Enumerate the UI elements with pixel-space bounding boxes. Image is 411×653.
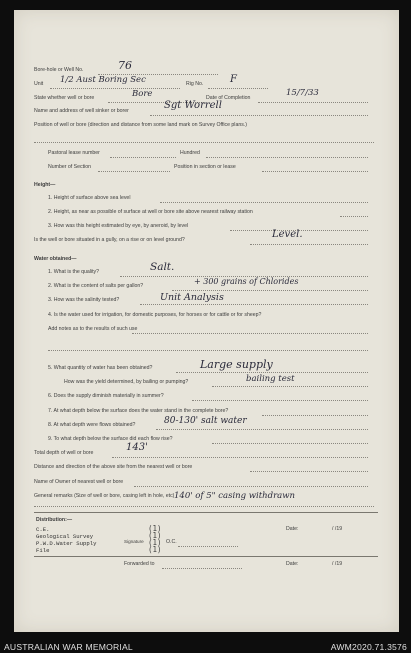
bore-record-form xyxy=(14,10,399,632)
gully-value: Level. xyxy=(272,229,303,240)
height-q3: 3. How was this height estimated by eye, by aneroid, by level xyxy=(48,223,189,229)
water-q4-line xyxy=(132,333,368,334)
position-line-1 xyxy=(34,142,374,143)
water-q4-line-2 xyxy=(48,350,368,351)
bore-no-value: 76 xyxy=(118,59,132,72)
distance-label: Distance and direction of the above site from the nearest well or bore xyxy=(34,464,193,470)
distribution-mid-rule xyxy=(34,556,378,557)
date-value-1: / /19 xyxy=(332,526,343,532)
water-q5: 5. What quantity of water has been obtained? xyxy=(48,365,153,371)
distribution-count-2: (1) xyxy=(148,531,162,540)
owner-line xyxy=(134,486,368,487)
total-depth-value: 143' xyxy=(126,442,148,453)
gully-line xyxy=(250,244,368,245)
distribution-top-rule xyxy=(34,512,378,513)
water-q4: 4. Is the water used for irrigation, for domestic purposes, for horses or for cattle or for sheep? xyxy=(48,312,262,318)
hundred-line xyxy=(206,157,368,158)
water-q5b-line xyxy=(212,386,368,387)
water-q2-value: + 300 grains of Chlorides xyxy=(194,277,299,286)
date-value-2: / /19 xyxy=(332,561,343,567)
forwarded-line xyxy=(162,568,242,569)
sinker-value: Sgt Worrell xyxy=(164,100,222,111)
water-q5-line xyxy=(176,372,368,373)
water-q6: 6. Does the supply diminish materially in summer? xyxy=(48,393,164,399)
rig-no-label: Rig No. xyxy=(186,81,204,87)
height-q1-line xyxy=(160,202,368,203)
state-value: Bore xyxy=(132,89,153,99)
sinker-label: Name and address of well sinker or borer xyxy=(34,108,129,114)
position-in-section-label: Position in section or lease xyxy=(174,164,236,170)
distribution-heading: Distribution:— xyxy=(36,517,73,523)
remarks-line xyxy=(34,506,374,507)
section-label: Number of Section xyxy=(48,164,91,170)
water-heading: Water obtained— xyxy=(34,256,77,262)
date-label-2: Date: xyxy=(286,561,299,567)
water-q8: 8. At what depth were flows obtained? xyxy=(48,422,136,428)
oc-label: O.C. xyxy=(166,539,177,545)
pastoral-label: Pastoral lease number xyxy=(48,150,100,156)
water-q9-line xyxy=(212,443,368,444)
water-q4-note: Add notes as to the results of such use xyxy=(48,326,138,332)
total-depth-line xyxy=(112,457,368,458)
total-depth-label: Total depth of well or bore xyxy=(34,450,94,456)
rig-no-line xyxy=(208,88,268,89)
distribution-count-4: (1) xyxy=(148,545,162,554)
signature-label: Signature xyxy=(124,539,144,544)
owner-label: Name of Owner of nearest well or bore xyxy=(34,479,124,485)
water-q9: 9. To what depth below the surface did each flow rise? xyxy=(48,436,173,442)
signature-line xyxy=(178,546,238,547)
completion-value: 15/7/33 xyxy=(286,88,319,98)
unit-value: 1/2 Aust Boring Sec xyxy=(60,75,146,85)
footer-institution: AUSTRALIAN WAR MEMORIAL xyxy=(4,642,133,652)
water-q3: 3. How was the salinity tested? xyxy=(48,297,120,303)
section-line xyxy=(98,171,170,172)
water-q1-value: Salt. xyxy=(150,261,175,273)
water-q7-line xyxy=(262,415,368,416)
unit-line xyxy=(50,88,180,89)
date-label-1: Date: xyxy=(286,526,299,532)
distribution-item-file: File xyxy=(36,547,50,554)
height-q2-line xyxy=(340,216,368,217)
remarks-label: General remarks (Size of well or bore, casing left in hole, etc) xyxy=(34,493,175,499)
water-q6-line xyxy=(192,400,368,401)
sinker-line xyxy=(150,115,368,116)
water-q2: 2. What is the content of salts per gallon? xyxy=(48,283,144,289)
completion-line xyxy=(258,102,368,103)
bore-no-label: Bore-hole or Well No. xyxy=(34,67,84,73)
gully-label: Is the well or bore situated in a gully, on a rise or on level ground? xyxy=(34,237,185,243)
water-q5b-value: bailing test xyxy=(246,374,295,384)
rig-no-value: F xyxy=(230,74,237,85)
footer-accession-number: AWM2020.71.3576 xyxy=(330,642,407,652)
unit-label: Unit xyxy=(34,81,44,87)
completion-label: Date of Completion xyxy=(206,95,251,101)
distance-line xyxy=(250,471,368,472)
hundred-label: Hundred xyxy=(180,150,200,156)
water-q3-value: Unit Analysis xyxy=(160,292,224,303)
remarks-value: 140' of 5" casing withdrawn xyxy=(174,491,295,501)
distribution-count-1: (1) xyxy=(148,524,162,533)
water-q8-line xyxy=(156,429,368,430)
state-label: State whether well or bore xyxy=(34,95,95,101)
distribution-item-pwd-water-supply: P.W.D.Water Supply xyxy=(36,540,97,547)
footer xyxy=(0,640,411,653)
height-q2: 2. Height, as near as possible of surface at well or bore site above nearest railway station xyxy=(48,209,253,215)
forwarded-label: Forwarded to xyxy=(124,561,155,567)
water-q5-value: Large supply xyxy=(200,358,273,371)
distribution-count-3: (1) xyxy=(148,538,162,547)
height-heading: Height— xyxy=(34,182,56,188)
water-q5b: How was the yield determined, by bailing or pumping? xyxy=(64,379,189,385)
height-q1: 1. Height of surface above sea level xyxy=(48,195,131,201)
water-q8-value: 80-130' salt water xyxy=(164,416,247,426)
water-q7: 7. At what depth below the surface does the water stand in the complete bore? xyxy=(48,408,229,414)
position-in-section-line xyxy=(262,171,368,172)
distribution-item-geological-survey: Geological Survey xyxy=(36,533,94,540)
distribution-item-ce: C.E. xyxy=(36,526,50,533)
water-q3-line xyxy=(140,304,368,305)
water-q1: 1. What is the quality? xyxy=(48,269,100,275)
water-q2-line xyxy=(172,290,368,291)
pastoral-line xyxy=(110,157,176,158)
position-label: Position of well or bore (direction and distance from some land mark on Survey Office plans.) xyxy=(34,122,247,128)
